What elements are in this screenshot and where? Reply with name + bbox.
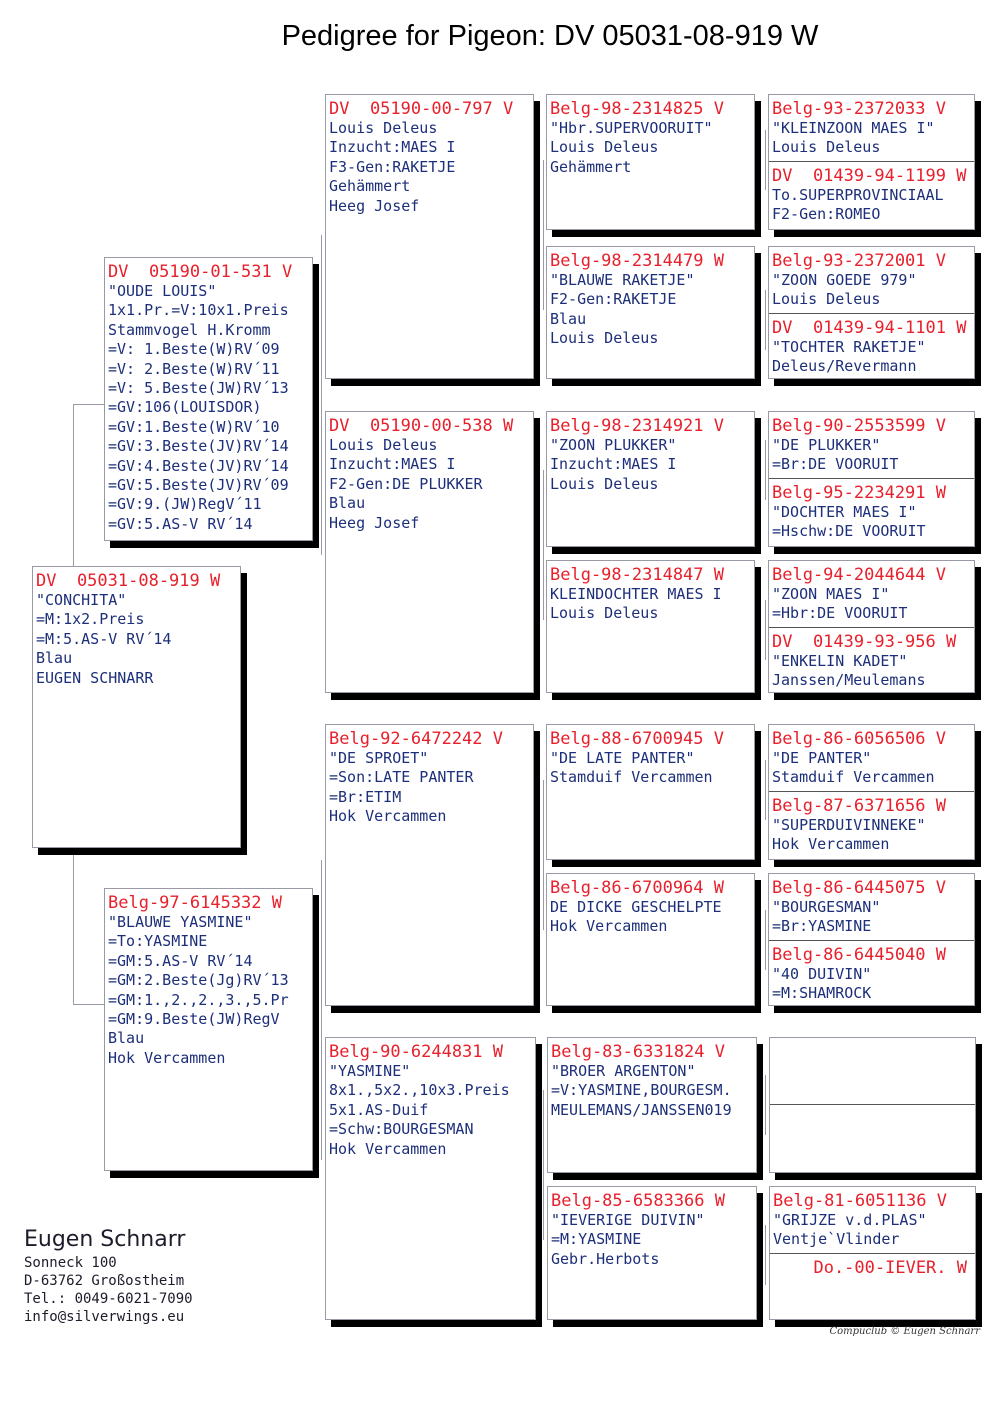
card-line: Hok Vercammen bbox=[329, 1139, 447, 1158]
card-line: "DE PANTER" bbox=[772, 749, 872, 767]
pedigree-card-dsss[interactable] bbox=[769, 725, 974, 791]
card-line: Hok Vercammen bbox=[550, 917, 668, 936]
card-line: =Br:DE VOORUIT bbox=[772, 455, 899, 474]
card-line: "DE LATE PANTER" bbox=[550, 749, 695, 767]
pedigree-pair-card bbox=[768, 411, 975, 547]
breeder-name: Eugen Schnarr bbox=[24, 1227, 186, 1252]
ring-number: Belg-85-6583366 W bbox=[551, 1191, 725, 1211]
card-line: =GV:9.(JW)RegV´11 bbox=[108, 495, 262, 514]
ring-number: Belg-98-2314847 W bbox=[550, 565, 724, 585]
connector bbox=[321, 860, 322, 1160]
page-title: Pedigree for Pigeon: DV 05031-08-919 W bbox=[281, 20, 819, 52]
card-line: Louis Deleus bbox=[550, 474, 659, 493]
ring-number: DV 05190-00-538 W bbox=[329, 416, 514, 436]
address-city: D-63762 Großostheim bbox=[24, 1273, 185, 1289]
pedigree-card-dsd[interactable] bbox=[546, 873, 755, 1006]
pedigree-card-dssd[interactable] bbox=[769, 792, 974, 860]
card-line: "DOCHTER MAES I" bbox=[772, 503, 917, 521]
card-line: 5x1.AS-Duif bbox=[329, 1100, 429, 1119]
card-line: "ZOON PLUKKER" bbox=[550, 436, 677, 454]
pedigree-card-sdd[interactable] bbox=[546, 560, 755, 693]
pedigree-card-subject[interactable] bbox=[32, 566, 241, 848]
card-line: "BROER ARGENTON" bbox=[551, 1062, 696, 1080]
card-line: Louis Deleus bbox=[550, 329, 659, 348]
card-line: =Hschw:DE VOORUIT bbox=[772, 522, 926, 541]
connector bbox=[543, 160, 544, 310]
card-line: =M:5.AS-V RV´14 bbox=[36, 629, 172, 648]
pedigree-card-dd[interactable] bbox=[325, 1037, 536, 1320]
pedigree-card-sd[interactable] bbox=[325, 411, 534, 693]
ring-number: DV 01439-94-1199 W bbox=[772, 166, 967, 186]
card-line: =V:YASMINE,BOURGESM. bbox=[551, 1081, 732, 1100]
ring-number: Belg-94-2044644 V bbox=[772, 565, 946, 585]
card-line: F2-Gen:ROMEO bbox=[772, 205, 881, 224]
pedigree-pair-card bbox=[768, 94, 975, 230]
card-line: F2-Gen:RAKETJE bbox=[550, 290, 677, 309]
card-line: "ZOON GOEDE 979" bbox=[772, 271, 917, 289]
card-line: Blau bbox=[329, 494, 366, 513]
ring-number: Belg-87-6371656 W bbox=[772, 796, 946, 816]
card-line: "YASMINE" bbox=[329, 1062, 411, 1080]
card-line: "CONCHITA" bbox=[36, 591, 127, 609]
pedigree-card-ds[interactable] bbox=[325, 724, 534, 1006]
copyright-notice: Compuclub © Eugen Schnarr bbox=[829, 1326, 980, 1337]
card-line: =GV:1.Beste(W)RV´10 bbox=[108, 417, 280, 436]
card-line: Heeg Josef bbox=[329, 513, 420, 532]
card-line: "Hbr.SUPERVOORUIT" bbox=[550, 119, 713, 137]
card-line: =Br:ETIM bbox=[329, 787, 402, 806]
card-line: =V: 1.Beste(W)RV´09 bbox=[108, 340, 280, 359]
pedigree-card-dddd[interactable] bbox=[770, 1254, 975, 1320]
pedigree-card-ssdd[interactable] bbox=[769, 314, 974, 380]
card-line: "ZOON MAES I" bbox=[772, 585, 890, 603]
card-line: =GM:2.Beste(Jg)RV´13 bbox=[108, 971, 289, 990]
card-line: To.SUPERPROVINCIAAL bbox=[772, 186, 944, 204]
card-line: =Br:YASMINE bbox=[772, 917, 872, 936]
card-line: Louis Deleus bbox=[772, 138, 881, 157]
ring-number: DV 01439-93-956 W bbox=[772, 632, 957, 652]
card-line: "KLEINZOON MAES I" bbox=[772, 119, 935, 137]
card-line: =GM:5.AS-V RV´14 bbox=[108, 951, 253, 970]
card-line: =M:1x2.Preis bbox=[36, 610, 145, 629]
pedigree-card-ddd[interactable] bbox=[547, 1186, 757, 1320]
ring-number: DV 01439-94-1101 W bbox=[772, 318, 967, 338]
email-link[interactable]: info@silverwings.eu bbox=[24, 1309, 185, 1325]
card-line: "SUPERDUIVINNEKE" bbox=[772, 816, 926, 834]
pedigree-card-dam[interactable] bbox=[104, 888, 313, 1171]
pedigree-pair-card bbox=[769, 1186, 976, 1320]
pedigree-card-ssss[interactable] bbox=[769, 95, 974, 161]
connector bbox=[765, 600, 766, 660]
pedigree-card-ddss[interactable] bbox=[770, 1038, 975, 1104]
card-line: DE DICKE GESCHELPTE bbox=[550, 898, 722, 916]
ring-number: Belg-95-2234291 W bbox=[772, 483, 946, 503]
card-line: Inzucht:MAES I bbox=[550, 455, 677, 474]
card-line: Louis Deleus bbox=[550, 604, 659, 623]
card-line: "DE PLUKKER" bbox=[772, 436, 881, 454]
card-line: =V: 5.Beste(JW)RV´13 bbox=[108, 379, 289, 398]
card-line: Janssen/Meulemans bbox=[772, 671, 926, 690]
card-line: Inzucht:MAES I bbox=[329, 455, 456, 474]
pedigree-card-ddds[interactable] bbox=[770, 1187, 975, 1253]
card-line: Louis Deleus bbox=[550, 138, 659, 157]
card-line: Stamduif Vercammen bbox=[772, 768, 935, 787]
card-line: EUGEN SCHNARR bbox=[36, 668, 154, 687]
pedigree-card-sdds[interactable] bbox=[769, 561, 974, 627]
card-line: MEULEMANS/JANSSEN019 bbox=[551, 1100, 732, 1119]
pedigree-card-dss[interactable] bbox=[546, 724, 755, 860]
card-line: Hok Vercammen bbox=[108, 1048, 226, 1067]
card-line: "40 DUIVIN" bbox=[772, 965, 872, 983]
card-line: Blau bbox=[36, 649, 73, 668]
connector bbox=[765, 910, 766, 970]
ring-number: DV 05031-08-919 W bbox=[36, 571, 221, 591]
connector bbox=[765, 760, 766, 820]
ring-number: Belg-98-2314921 V bbox=[550, 416, 724, 436]
card-line: =M:SHAMROCK bbox=[772, 984, 872, 1003]
pedigree-card-ssds[interactable] bbox=[769, 247, 974, 313]
card-line: "OUDE LOUIS" bbox=[108, 282, 217, 300]
card-line: Blau bbox=[108, 1029, 145, 1048]
pedigree-card-dsds[interactable] bbox=[769, 874, 974, 940]
ring-number: Belg-97-6145332 W bbox=[108, 893, 282, 913]
card-line: F2-Gen:DE PLUKKER bbox=[329, 474, 483, 493]
card-line: "GRIJZE v.d.PLAS" bbox=[773, 1211, 927, 1229]
phone: Tel.: 0049-6021-7090 bbox=[24, 1291, 193, 1307]
card-line: Gebr.Herbots bbox=[551, 1249, 660, 1268]
card-line: =To:YASMINE bbox=[108, 932, 208, 951]
ring-number: Belg-81-6051136 V bbox=[773, 1191, 947, 1211]
card-line: Hok Vercammen bbox=[329, 807, 447, 826]
pedigree-pair-card bbox=[768, 724, 975, 860]
ring-number: Belg-90-2553599 V bbox=[772, 416, 946, 436]
ring-number: Belg-88-6700945 V bbox=[550, 729, 724, 749]
card-line: =Hbr:DE VOORUIT bbox=[772, 604, 908, 623]
ring-number bbox=[770, 1038, 975, 1043]
card-line: Louis Deleus bbox=[329, 436, 438, 454]
card-line: Gehämmert bbox=[329, 177, 411, 196]
ring-number: Belg-98-2314479 W bbox=[550, 251, 724, 271]
card-line: "ENKELIN KADET" bbox=[772, 652, 908, 670]
pedigree-card-sddd[interactable] bbox=[769, 628, 974, 694]
pedigree-card-ssd[interactable] bbox=[546, 246, 755, 379]
card-line: Blau bbox=[550, 309, 587, 328]
card-line: F3-Gen:RAKETJE bbox=[329, 157, 456, 176]
ring-number: Belg-93-2372033 V bbox=[772, 99, 946, 119]
pedigree-card-ddsd[interactable] bbox=[770, 1105, 975, 1173]
pedigree-card-dsdd[interactable] bbox=[769, 941, 974, 1007]
card-line: =GM:9.Beste(JW)RegV bbox=[108, 1010, 280, 1029]
card-line: =GM:1.,2.,2.,3.,5.Pr bbox=[108, 990, 289, 1009]
card-line: =M:YASMINE bbox=[551, 1230, 642, 1249]
connector bbox=[765, 290, 766, 350]
pedigree-card-sds[interactable] bbox=[546, 411, 755, 547]
ring-number bbox=[770, 1105, 975, 1110]
card-line: Hok Vercammen bbox=[772, 835, 890, 854]
card-line: =Son:LATE PANTER bbox=[329, 768, 474, 787]
card-line: =GV:4.Beste(JV)RV´14 bbox=[108, 456, 289, 475]
card-line: Heeg Josef bbox=[329, 196, 420, 215]
connector bbox=[765, 130, 766, 190]
card-line: "BOURGESMAN" bbox=[772, 898, 881, 916]
pedigree-card-dds[interactable] bbox=[547, 1037, 757, 1173]
pedigree-card-sdss[interactable] bbox=[769, 412, 974, 478]
ring-number: Do.-00-IEVER. W bbox=[813, 1258, 967, 1278]
ring-number: Belg-86-6445075 V bbox=[772, 878, 946, 898]
ring-number: Belg-92-6472242 V bbox=[329, 729, 503, 749]
card-line: Stamduif Vercammen bbox=[550, 768, 713, 787]
card-line: KLEINDOCHTER MAES I bbox=[550, 585, 722, 603]
card-line: "TOCHTER RAKETJE" bbox=[772, 338, 926, 356]
card-line: Louis Deleus bbox=[772, 290, 881, 309]
pedigree-card-sssd[interactable] bbox=[769, 162, 974, 230]
ring-number: Belg-86-6700964 W bbox=[550, 878, 724, 898]
connector bbox=[765, 440, 766, 500]
card-line: Deleus/Revermann bbox=[772, 357, 917, 376]
card-line: Stammvogel H.Kromm bbox=[108, 320, 271, 339]
card-line: =GV:5.Beste(JV)RV´09 bbox=[108, 476, 289, 495]
address-street: Sonneck 100 bbox=[24, 1255, 117, 1271]
connector bbox=[73, 404, 107, 405]
connector bbox=[543, 780, 544, 930]
pedigree-pair-card bbox=[769, 1037, 976, 1173]
connector bbox=[543, 1090, 544, 1240]
ring-number: Belg-86-6056506 V bbox=[772, 729, 946, 749]
card-line: "BLAUWE RAKETJE" bbox=[550, 271, 695, 289]
ring-number: Belg-83-6331824 V bbox=[551, 1042, 725, 1062]
pedigree-card-sdsd[interactable] bbox=[769, 479, 974, 547]
card-line: 1x1.Pr.=V:10x1.Preis bbox=[108, 301, 289, 320]
card-line: Inzucht:MAES I bbox=[329, 138, 456, 157]
connector bbox=[73, 1004, 107, 1005]
pedigree-pair-card bbox=[768, 560, 975, 693]
card-line: =GV:3.Beste(JV)RV´14 bbox=[108, 437, 289, 456]
card-line: 8x1.,5x2.,10x3.Preis bbox=[329, 1081, 510, 1100]
pedigree-card-ss[interactable] bbox=[325, 94, 534, 379]
card-line: "DE SPROET" bbox=[329, 749, 429, 767]
card-line: "IEVERIGE DUIVIN" bbox=[551, 1211, 705, 1229]
card-line: =V: 2.Beste(W)RV´11 bbox=[108, 359, 280, 378]
connector bbox=[321, 235, 322, 555]
connector bbox=[765, 1075, 766, 1135]
card-line: =GV:106(LOUISDOR) bbox=[108, 398, 262, 417]
ring-number: DV 05190-01-531 V bbox=[108, 262, 293, 282]
pedigree-card-sss[interactable] bbox=[546, 94, 755, 230]
card-line: Louis Deleus bbox=[329, 119, 438, 137]
ring-number: Belg-86-6445040 W bbox=[772, 945, 946, 965]
pedigree-card-sire[interactable] bbox=[104, 257, 313, 541]
connector bbox=[765, 1225, 766, 1285]
connector bbox=[543, 470, 544, 620]
ring-number: DV 05190-00-797 V bbox=[329, 99, 514, 119]
pedigree-pair-card bbox=[768, 246, 975, 379]
card-line: "BLAUWE YASMINE" bbox=[108, 913, 253, 931]
pedigree-pair-card bbox=[768, 873, 975, 1006]
card-line: Ventje`Vlinder bbox=[773, 1230, 900, 1249]
ring-number: Belg-93-2372001 V bbox=[772, 251, 946, 271]
breeder-address bbox=[24, 1226, 193, 1326]
card-line: =Schw:BOURGESMAN bbox=[329, 1120, 474, 1139]
card-line: Gehämmert bbox=[550, 157, 632, 176]
ring-number: Belg-98-2314825 V bbox=[550, 99, 724, 119]
ring-number: Belg-90-6244831 W bbox=[329, 1042, 503, 1062]
card-line: =GV:5.AS-V RV´14 bbox=[108, 514, 253, 533]
